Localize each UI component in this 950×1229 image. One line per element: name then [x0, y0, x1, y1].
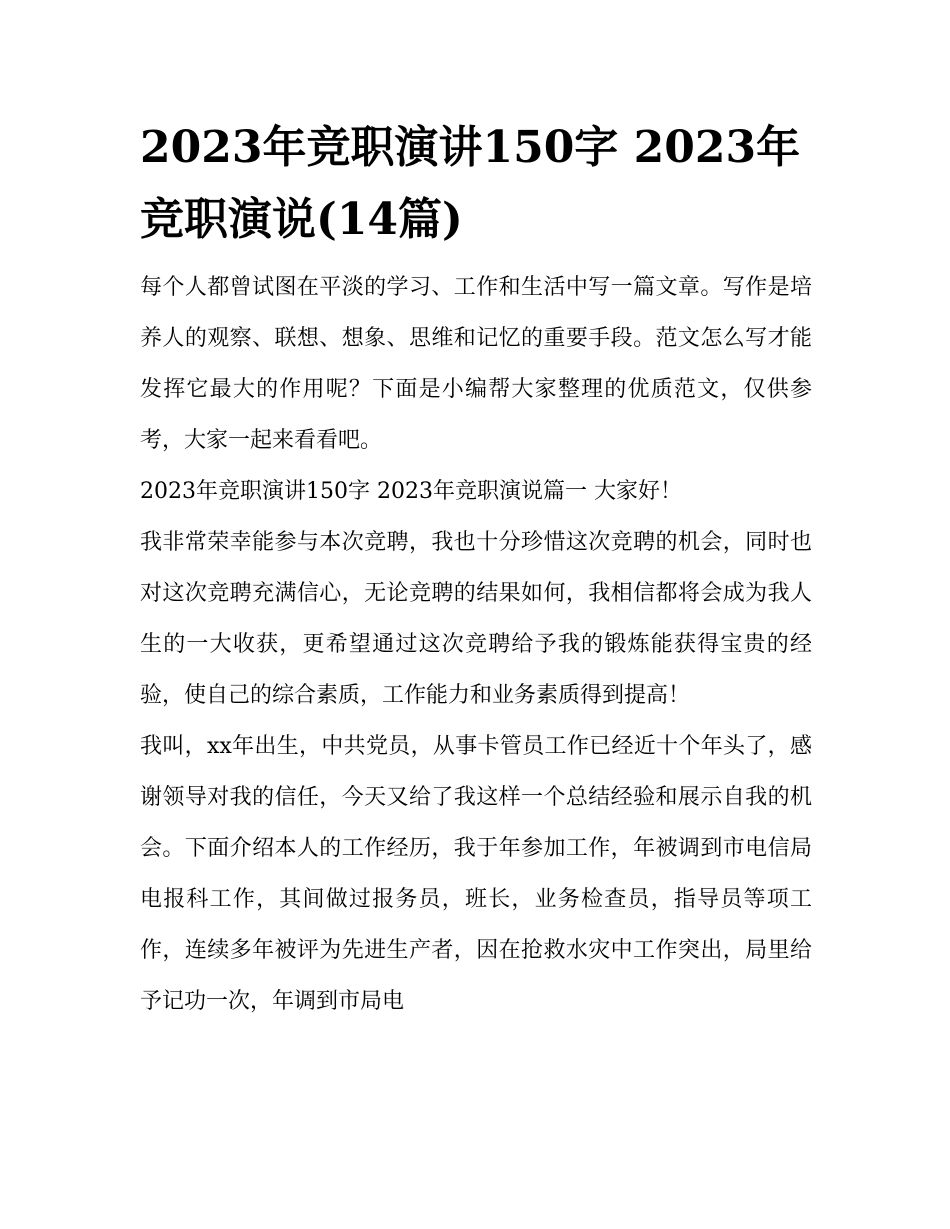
intro-paragraph: 每个人都曾试图在平淡的学习、工作和生活中写一篇文章。写作是培养人的观察、联想、想象、思维和记忆的重要手段。范文怎么写才能发挥它最大的作用呢？下面是小编帮大家整理的优质范文，仅供参考，大家一起来看看吧。 [140, 275, 812, 453]
section-heading-paragraph: 2023年竞职演讲150字 2023年竞职演说篇一 大家好！ [140, 479, 682, 504]
document-title: 2023年竞职演讲150字 2023年竞职演说(14篇) [140, 122, 801, 245]
document-body [140, 112, 812, 1027]
body-paragraph: 我叫，xx年出生，中共党员，从事卡管员工作已经近十个年头了，感谢领导对我的信任，今天又给了我这样一个总结经验和展示自我的机会。下面介绍本人的工作经历，我于年参加工作，年被调到市电信局电报科工作，其间做过报务员，班长，业务检查员，指导员等项工作，连续多年被评为先进生产者，因在抢救水灾中工作突出，局里给予记功一次，年调到市局电 [140, 734, 812, 1014]
body-paragraph: 我非常荣幸能参与本次竞聘，我也十分珍惜这次竞聘的机会，同时也对这次竞聘充满信心，无论竞聘的结果如何，我相信都将会成为我人生的一大收获，更希望通过这次竞聘给予我的锻炼能获得宝贵的经验，使自己的综合素质，工作能力和业务素质得到提高！ [140, 530, 812, 708]
